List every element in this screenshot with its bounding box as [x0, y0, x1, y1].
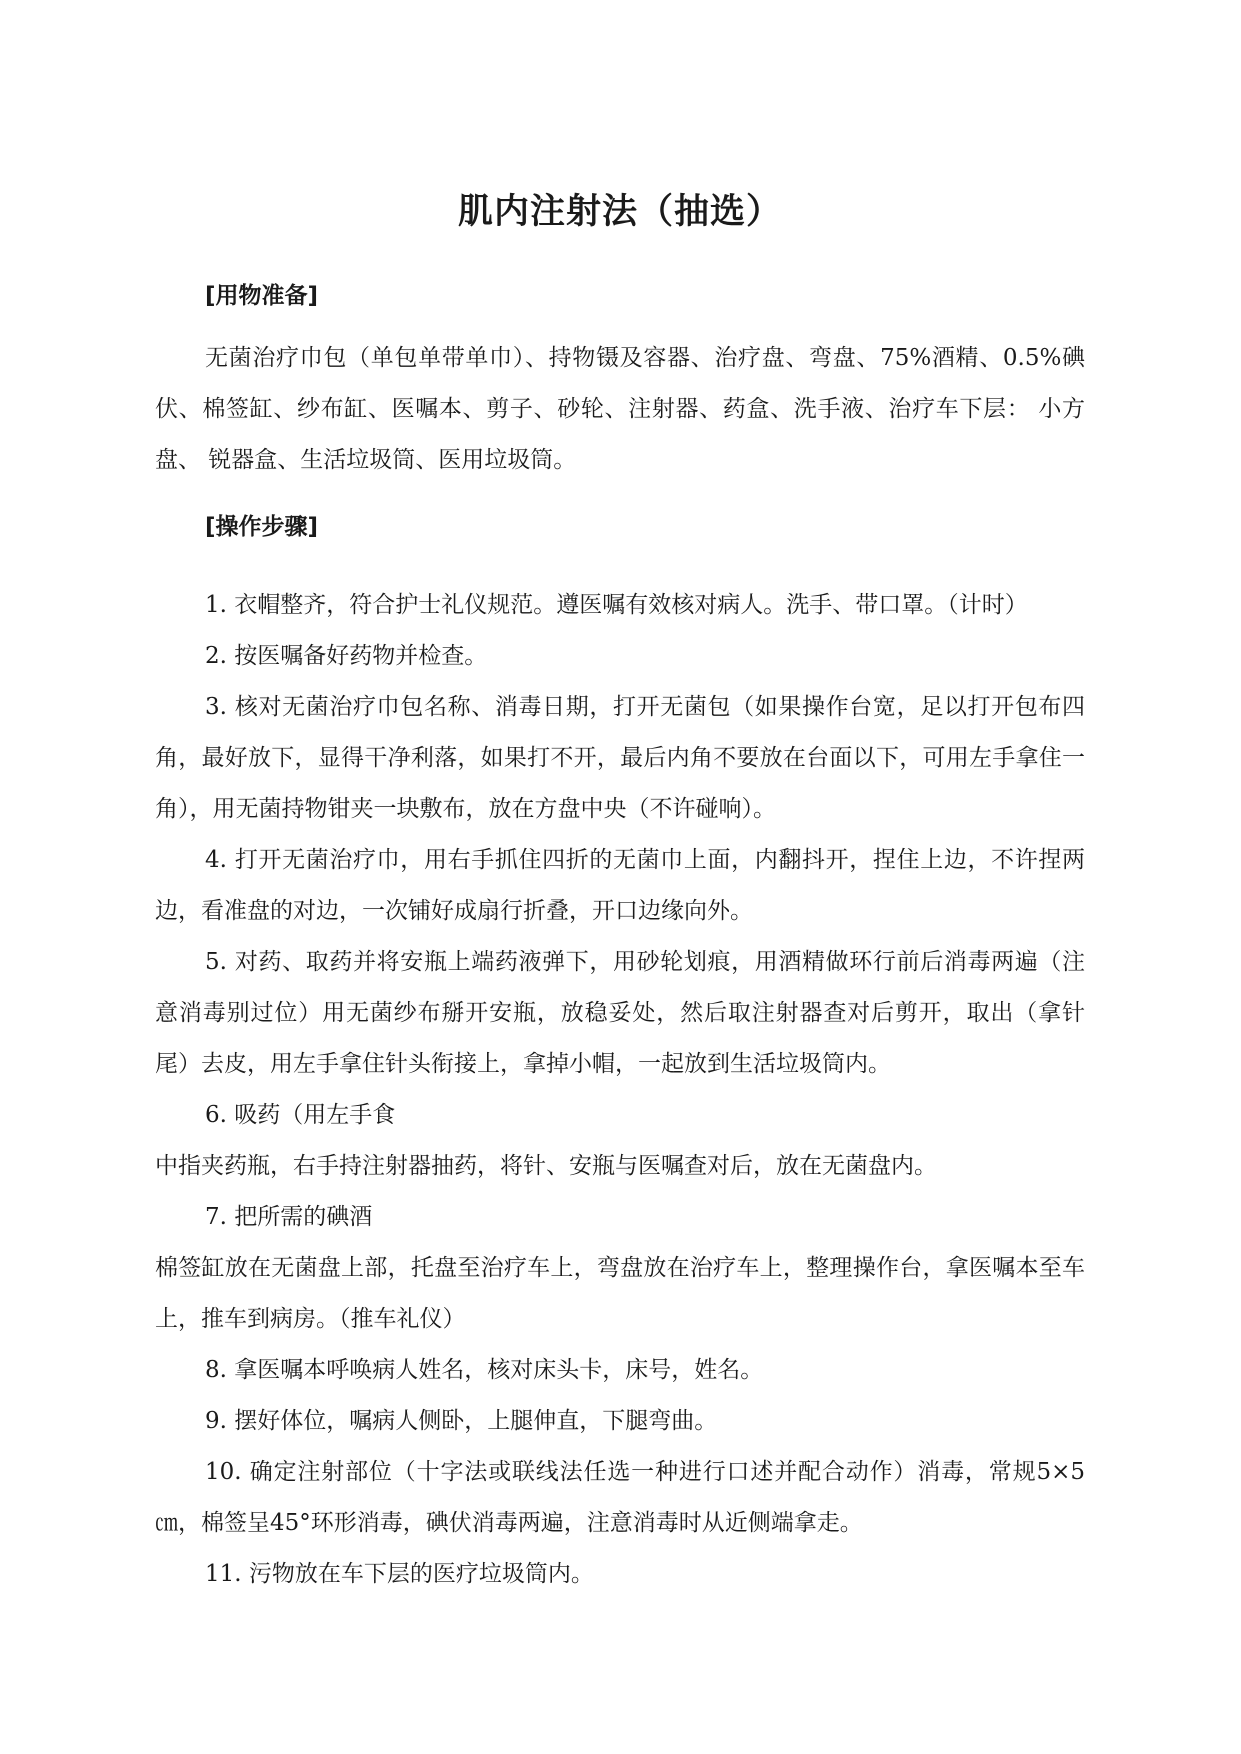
step-item: 5. 对药、取药并将安瓶上端药液弹下，用砂轮划痕，用酒精做环行前后消毒两遍（注意消毒别过位）用无菌纱布掰开安瓶，放稳妥处，然后取注射器查对后剪开，取出（拿针尾）去皮，用左手拿住针头衔接上，拿掉小帽，一起放到生活垃圾筒内。: [155, 949, 1085, 1077]
step-item: 6. 吸药（用左手食: [205, 1102, 396, 1128]
step-continuation: 中指夹药瓶，右手持注射器抽药，将针、安瓶与医嘱查对后，放在无菌盘内。: [155, 1153, 937, 1179]
step-item: 7. 把所需的碘酒: [205, 1204, 373, 1230]
step-item: 2. 按医嘱备好药物并检查。: [205, 643, 488, 669]
step-continuation: 棉签缸放在无菌盘上部，托盘至治疗车上，弯盘放在治疗车上，整理操作台，拿医嘱本至车上，推车到病房。（推车礼仪）: [155, 1255, 1085, 1332]
materials-paragraph-block: [155, 333, 1085, 486]
materials-text: 无菌治疗巾包（单包单带单巾）、持物镊及容器、治疗盘、弯盘、75%酒精、0.5%碘伏、棉签缸、纱布缸、医嘱本、剪子、砂轮、注射器、药盒、洗手液、治疗车下层： 小方盘、 锐器盒、生活垃圾筒、医用垃圾筒。: [155, 345, 1085, 473]
step-item: 4. 打开无菌治疗巾，用右手抓住四折的无菌巾上面，内翻抖开，捏住上边，不许捏两边，看准盘的对边，一次铺好成扇行折叠，开口边缘向外。: [155, 847, 1085, 924]
step-item: 11. 污物放在车下层的医疗垃圾筒内。: [205, 1561, 594, 1587]
step-item: 3. 核对无菌治疗巾包名称、消毒日期，打开无菌包（如果操作台宽，足以打开包布四角，最好放下，显得干净利落，如果打不开，最后内角不要放在台面以下，可用左手拿住一角），用无菌持物钳夹一块敷布，放在方盘中央（不许碰响）。: [155, 694, 1085, 822]
steps-list: [155, 580, 1085, 1600]
section-heading-materials: [用物准备]: [205, 283, 319, 309]
step-item: 1. 衣帽整齐，符合护士礼仪规范。遵医嘱有效核对病人。洗手、带口罩。（计时）: [205, 592, 1028, 618]
step-item: 8. 拿医嘱本呼唤病人姓名，核对床头卡，床号，姓名。: [205, 1357, 764, 1383]
step-item: 10. 确定注射部位（十字法或联线法任选一种进行口述并配合动作）消毒，常规5×5㎝，棉签呈45°环形消毒，碘伏消毒两遍，注意消毒时从近侧端拿走。: [155, 1459, 1085, 1536]
step-item: 9. 摆好体位，嘱病人侧卧，上腿伸直，下腿弯曲。: [205, 1408, 718, 1434]
section-heading-steps: [操作步骤]: [205, 514, 319, 540]
page-title: 肌内注射法（抽选）: [457, 192, 782, 232]
